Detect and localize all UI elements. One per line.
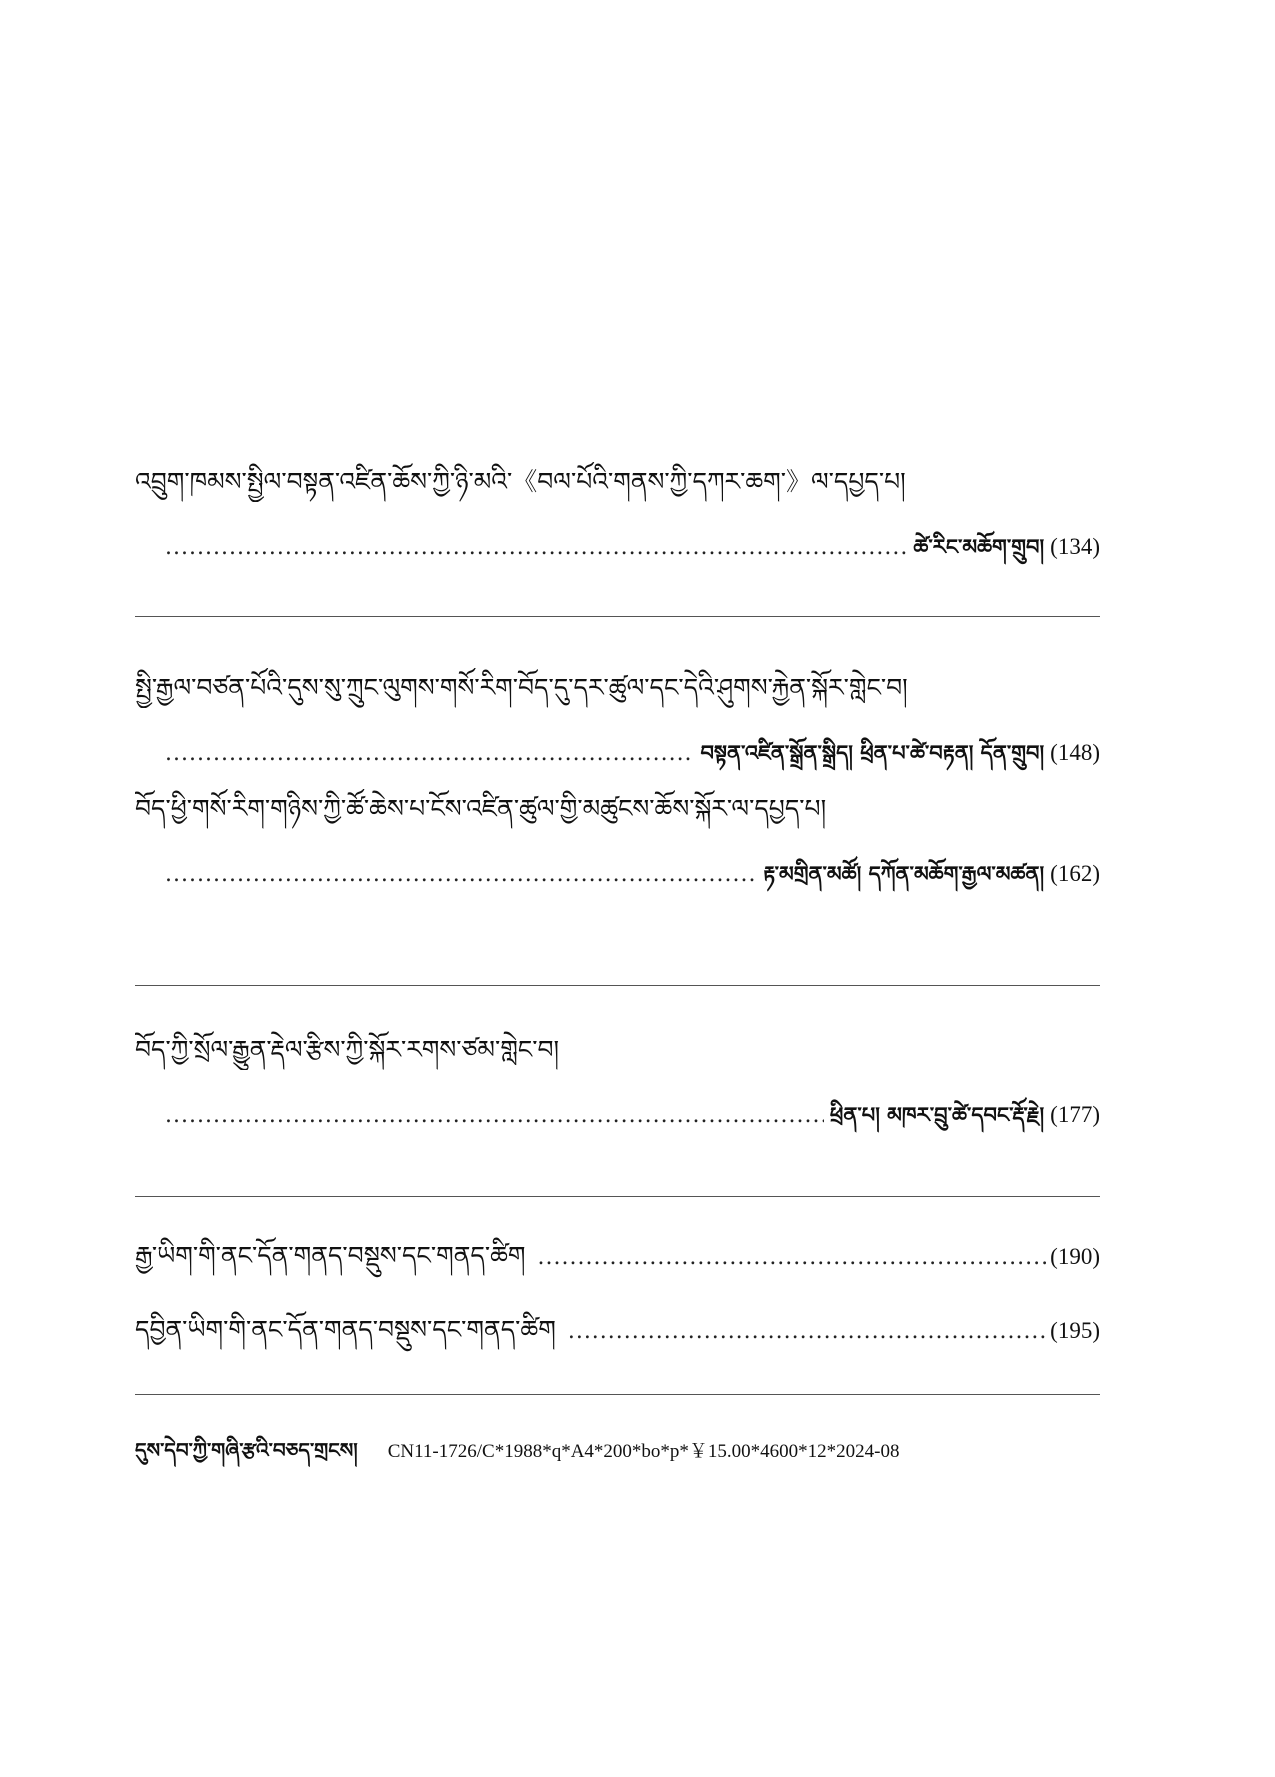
- toc-appendix: [135, 1236, 1100, 1352]
- dot-leader: [165, 737, 694, 771]
- toc-section-1: [135, 462, 1100, 565]
- toc-entry-author: ཕྲིན་པ། མཁར་བྲུ་ཚེ་དབང་རྡོ་རྗེ།: [829, 1102, 1045, 1127]
- dot-leader: [165, 531, 907, 565]
- section-divider: [135, 985, 1100, 986]
- section-divider: [135, 1196, 1100, 1197]
- toc-entry-byline: [135, 736, 1100, 771]
- toc-entry-title[interactable]: འབྲུག་ཁམས་སྤྱིལ་བསྟན་འཛིན་ཆོས་ཀྱི་ཉི་མའི་《བལ་པོའི་གནས་ཀྱི་དཀར་ཆག་》ལ་དཔྱད་པ།: [135, 467, 906, 496]
- toc-entry-page: (134): [1050, 534, 1100, 559]
- appendix-entry[interactable]: [135, 1236, 1100, 1278]
- toc-entry-byline: [135, 1098, 1100, 1133]
- dot-leader: [165, 1099, 824, 1133]
- dot-leader: [538, 1238, 1047, 1278]
- appendix-title: དབྱིན་ཡིག་གི་ནང་དོན་གནད་བསྡུས་དང་གནད་ཚིག: [135, 1315, 556, 1344]
- appendix-page: (195): [1050, 1318, 1100, 1343]
- appendix-entry[interactable]: [135, 1310, 1100, 1352]
- toc-entry-title[interactable]: བོད་ཕྱི་གསོ་རིག་གཉིས་ཀྱི་ཚོ་ཆེས་པ་ངོས་འཛིན་ཚུལ་གྱི་མཚུངས་ཆོས་སྐོར་ལ་དཔྱད་པ།: [135, 794, 827, 823]
- toc-entry-author: བསྟན་འཛིན་སྒྲོན་སྒྲིད། ཕྲིན་པ་ཚེ་བརྟན། དོན་གྲུབ།: [700, 740, 1045, 765]
- toc-entry-page: (148): [1050, 740, 1100, 765]
- toc-entry-author: རྟ་མགྲིན་མཚོ། དཀོན་མཆོག་རྒྱལ་མཚན།: [763, 861, 1045, 886]
- toc-entry-byline: [135, 857, 1100, 892]
- appendix-page: (190): [1050, 1244, 1100, 1269]
- toc-entry-page: (177): [1050, 1102, 1100, 1127]
- toc-section-2: [135, 668, 1100, 892]
- toc-section-3: [135, 1030, 1100, 1133]
- serial-number-code: CN11-1726/C*1988*q*A4*200*bo*p*￥15.00*4600*12*2024-08: [387, 1441, 900, 1462]
- toc-entry-byline: [135, 530, 1100, 565]
- section-divider: [135, 616, 1100, 617]
- dot-leader: [165, 858, 757, 892]
- section-divider: [135, 1394, 1100, 1395]
- dot-leader: [568, 1312, 1046, 1352]
- toc-entry-title[interactable]: བོད་ཀྱི་སྲོལ་རྒྱུན་རྡེལ་རྩིས་ཀྱི་སྐོར་རགས་ཙམ་གླེང་བ།: [135, 1035, 560, 1064]
- toc-entry-page: (162): [1050, 861, 1100, 886]
- serial-number-label: དུས་དེབ་ཀྱི་གཞི་རྩའི་བཅད་གྲངས།: [135, 1438, 358, 1462]
- publication-info: [135, 1428, 1100, 1484]
- toc-entry-author: ཚེ་རིང་མཆོག་གྲུབ།: [913, 534, 1045, 559]
- appendix-title: རྒྱ་ཡིག་གི་ནང་དོན་གནད་བསྡུས་དང་གནད་ཚིག: [135, 1241, 526, 1270]
- toc-entry-title[interactable]: སྤྱི་རྒྱལ་བཙན་པོའི་དུས་སུ་ཀྲུང་ལུགས་གསོ་རིག་བོད་དུ་དར་ཚུལ་དང་དེའི་ཤུགས་རྐྱེན་སྐོར་གླེང་བ།: [135, 673, 908, 702]
